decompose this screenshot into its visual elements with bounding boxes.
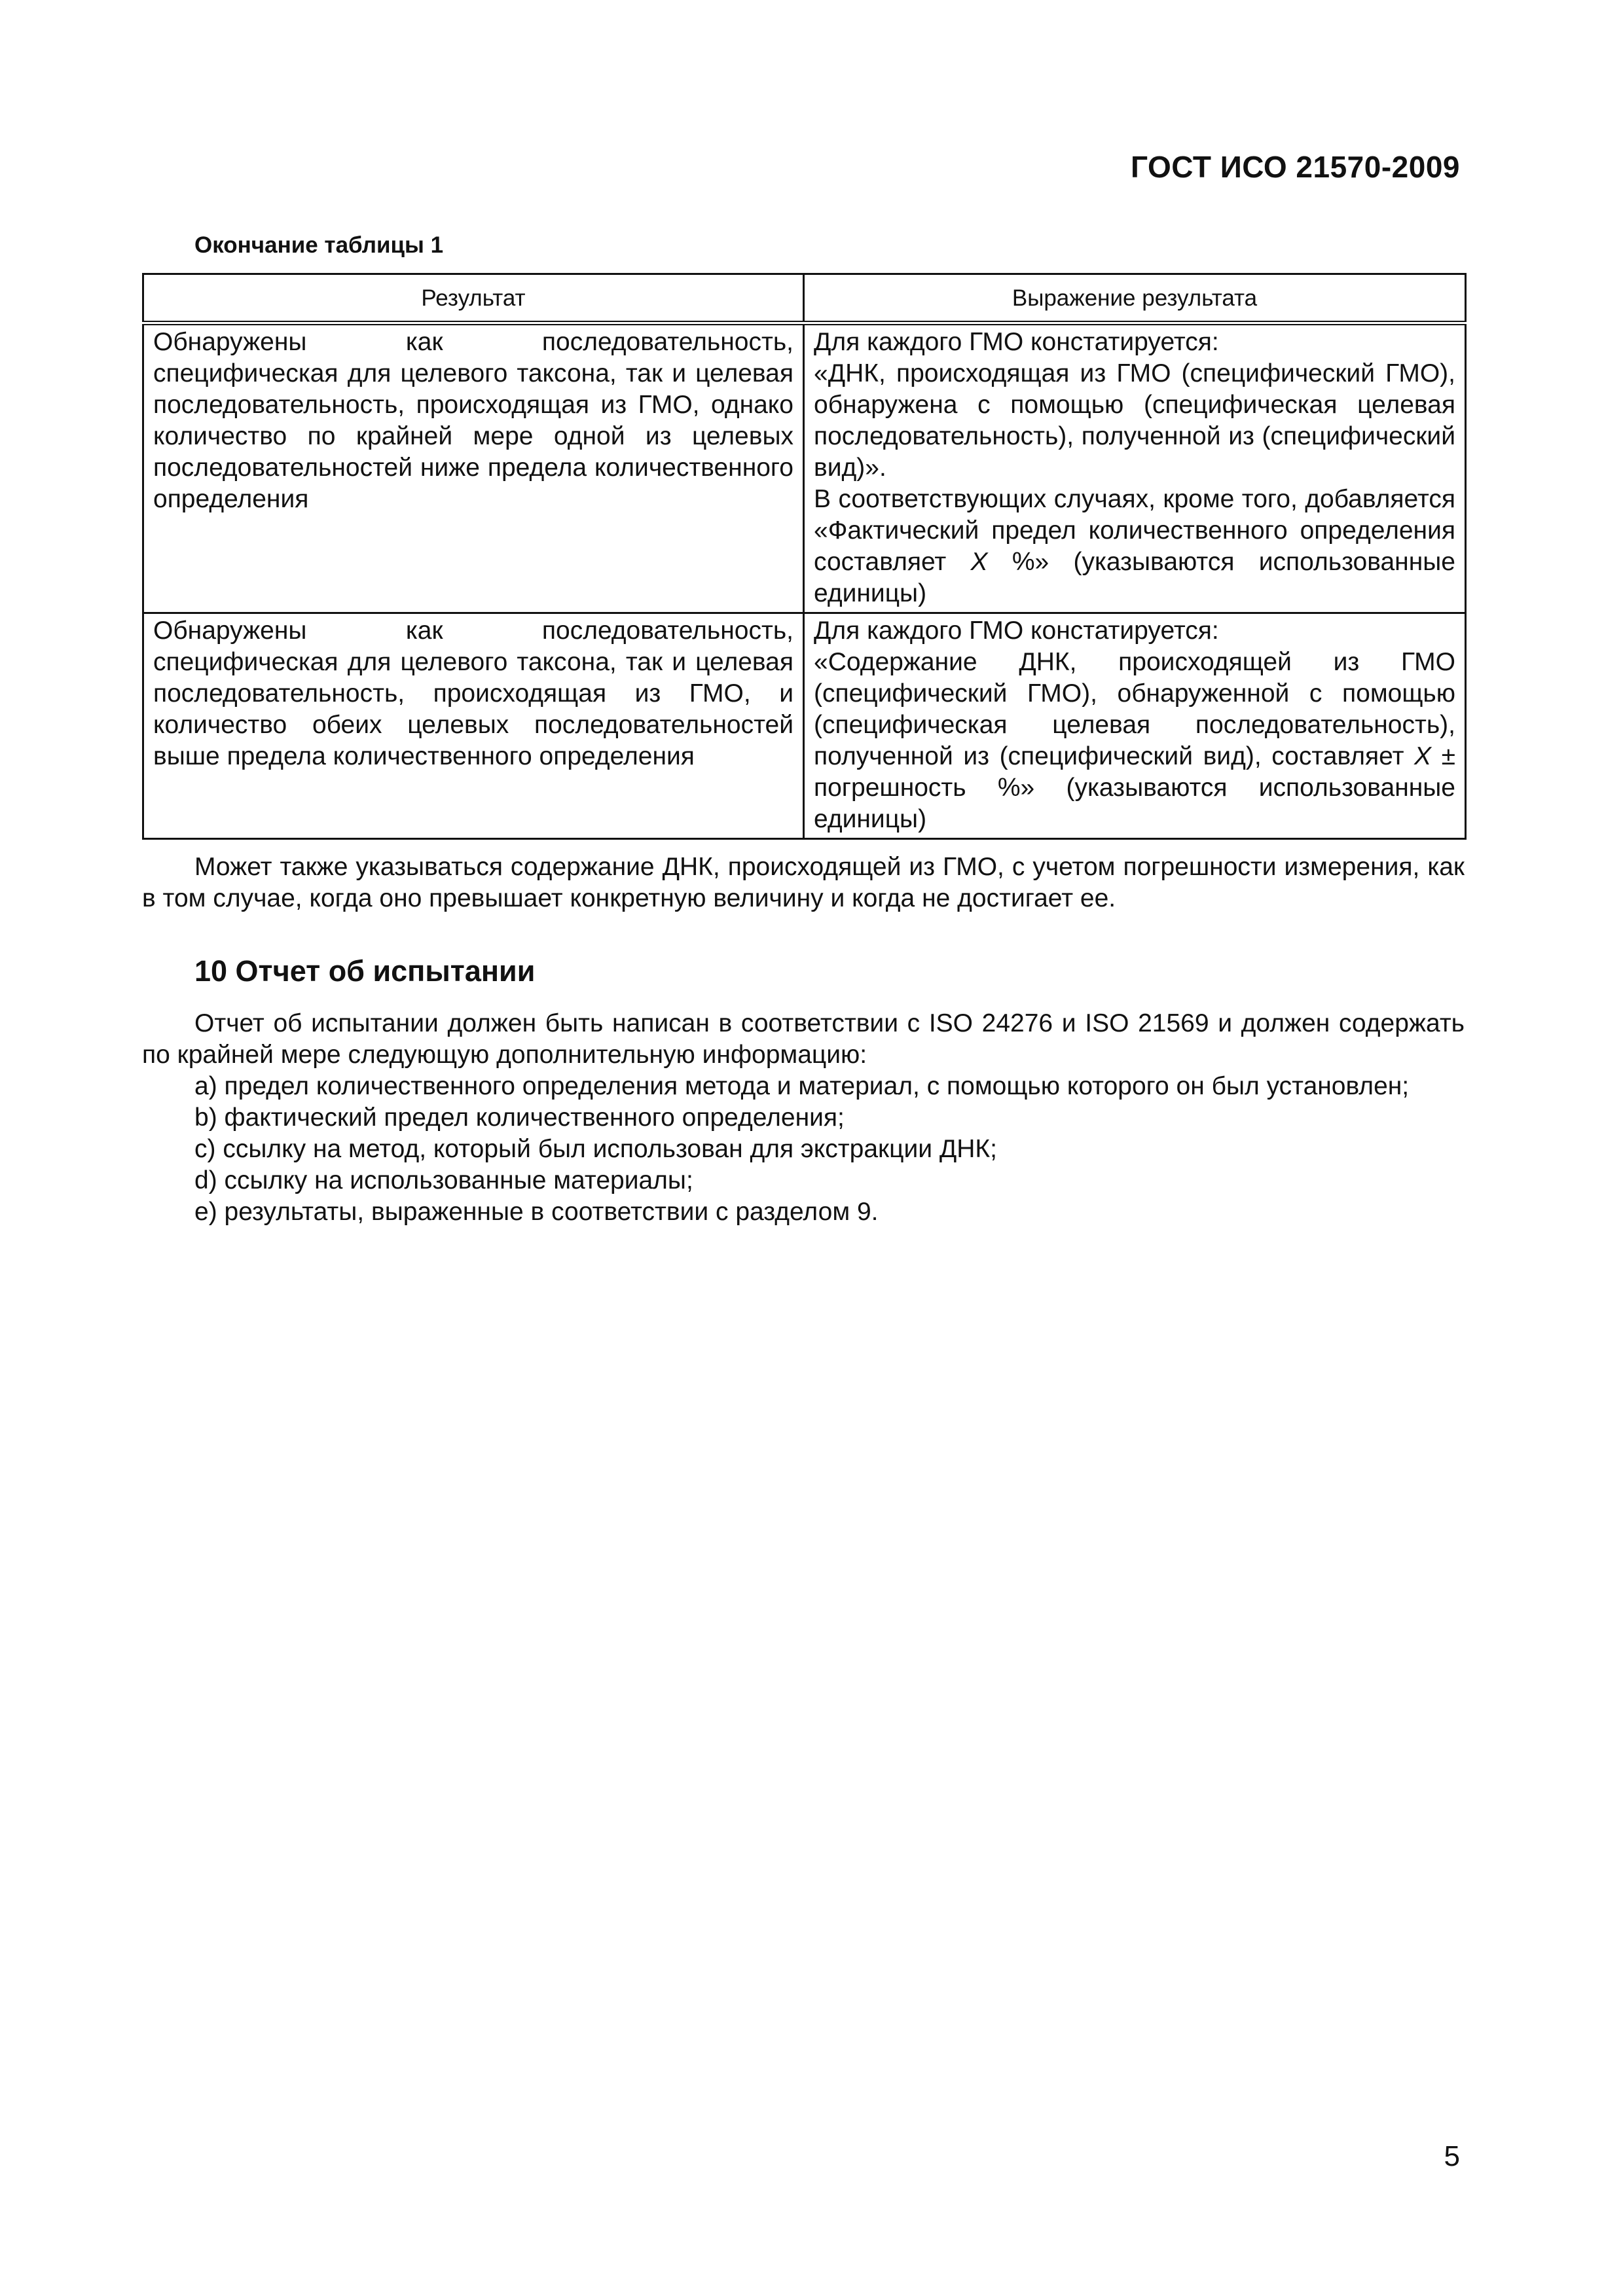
expression-line: «ДНК, происходящая из ГМО (специфический ГМО), обнаружена с помощью (специфическая целевая последовательность), полученной из (специфический вид)».: [814, 359, 1455, 482]
document-code: ГОСТ ИСО 21570-2009: [1131, 150, 1460, 184]
result-text: Обнаружены как последовательность, специфическая для целевого таксона, так и целевая последовательность, происходящая из ГМО, и количество обеих целевых последовательностей выше предела количественного определения: [153, 617, 793, 770]
list-item: a) предел количественного определения метода и материал, с помощью которого он был установлен;: [194, 1072, 1410, 1100]
result-text: Обнаружены как последовательность, специфическая для целевого таксона, так и целевая последовательность, происходящая из ГМО, однако количество по крайней мере одной из целевых последовательностей ниже предела количественного определения: [153, 328, 793, 513]
page-number: 5: [1444, 2140, 1460, 2172]
expression-line: Для каждого ГМО констатируется:: [814, 617, 1219, 645]
list-item: e) результаты, выраженные в соответствии с разделом 9.: [194, 1198, 879, 1226]
requirements-list: [142, 1071, 1465, 1228]
table-row: [143, 323, 1466, 613]
table-header-row: [143, 274, 1466, 323]
note-paragraph: Может также указываться содержание ДНК, происходящей из ГМО, с учетом погрешности измерения, как в том случае, когда оно превышает конкретную величину и когда не достигает ее.: [142, 853, 1465, 912]
section-body: [142, 1008, 1465, 1228]
list-item: d) ссылку на использованные материалы;: [194, 1166, 693, 1194]
variable-x: X: [1414, 742, 1432, 770]
result-cell: [143, 613, 804, 839]
list-item: b) фактический предел количественного определения;: [194, 1103, 845, 1132]
expression-line: [814, 484, 1455, 609]
expression-line: [814, 647, 1455, 835]
table-row: [143, 613, 1466, 839]
column-header-expression: Выражение результата: [804, 274, 1466, 323]
expression-text: «Содержание ДНК, происходящей из ГМО (специфический ГМО), обнаруженной с помощью (специфическая целевая последовательность), полученной из (специфический вид), составляет: [814, 648, 1455, 770]
expression-cell: [804, 613, 1466, 839]
results-table: [142, 273, 1467, 840]
table-caption: Окончание таблицы 1: [194, 232, 444, 258]
expression-line: Для каждого ГМО констатируется:: [814, 328, 1219, 356]
expression-cell: [804, 323, 1466, 613]
column-header-result: Результат: [143, 274, 804, 323]
list-item: c) ссылку на метод, который был использован для экстракции ДНК;: [194, 1135, 997, 1163]
expression-text: ± погрешность %» (указываются использованные единицы): [814, 742, 1455, 833]
expression-text: %» (указываются использованные единицы): [814, 548, 1455, 607]
expression-text: В соответствующих случаях, кроме того, добавляется «Фактический предел количественного определения составляет: [814, 485, 1455, 576]
section-title: 10 Отчет об испытании: [194, 954, 536, 988]
variable-x: X: [970, 548, 988, 576]
section-intro: Отчет об испытании должен быть написан в соответствии с ISO 24276 и ISO 21569 и должен содержать по крайней мере следующую дополнительную информацию:: [142, 1009, 1465, 1069]
result-cell: [143, 323, 804, 613]
